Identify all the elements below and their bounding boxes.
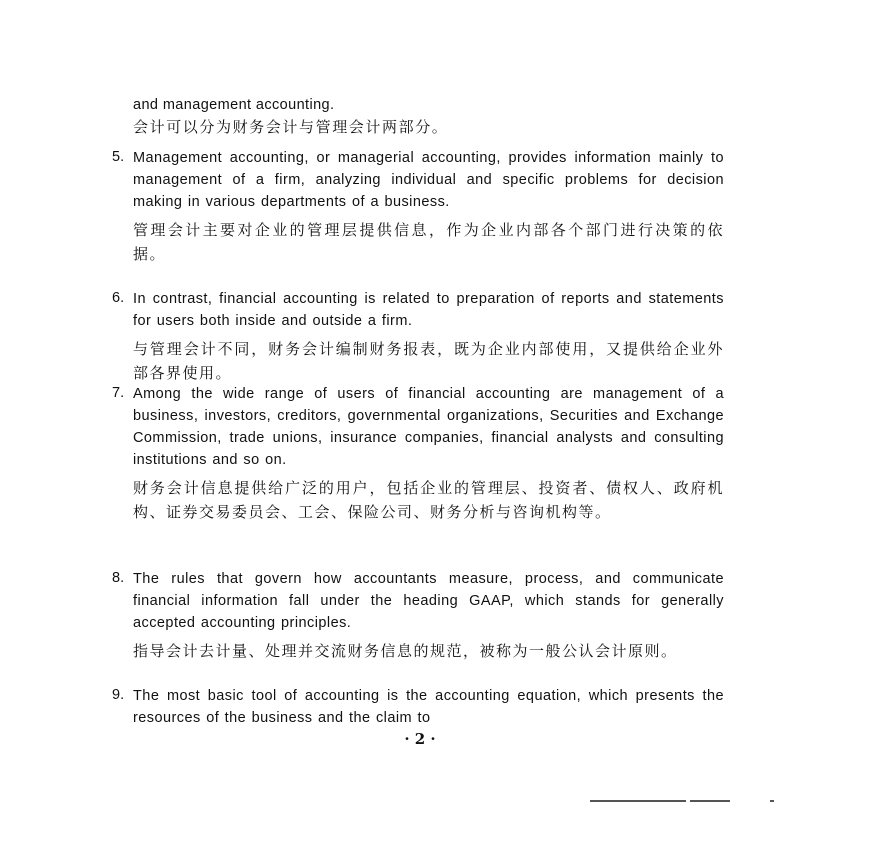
list-item-5: [112, 147, 724, 266]
list-item-7: [112, 383, 724, 524]
page-number: · 2 ·: [404, 730, 436, 748]
item-chinese-text: 与管理会计不同，财务会计编制财务报表，既为企业内部使用，又提供给企业外部各界使用。: [133, 340, 724, 382]
item-number: 8.: [112, 570, 125, 586]
list-item-9: [112, 685, 724, 729]
item-chinese-text: 指导会计去计量、处理并交流财务信息的规范，被称为一般公认会计原则。: [133, 642, 678, 660]
item-number: 6.: [112, 290, 125, 306]
intro-english-line: and management accounting.: [133, 97, 335, 113]
item-english-text: Among the wide range of users of financial accounting are management of a business, investors, creditors, governmental organizations, Securities and Exchange Commission, trade unions, insurance companies, financial analysts and consulting institutions and so on.: [133, 386, 724, 468]
item-english-text: The most basic tool of accounting is the accounting equation, which presents the resources of the business and the claim to: [133, 688, 724, 726]
list-item-8: [112, 568, 724, 663]
item-number: 7.: [112, 385, 125, 401]
intro-chinese-line: 会计可以分为财务会计与管理会计两部分。: [133, 118, 449, 136]
item-english-text: Management accounting, or managerial accounting, provides information mainly to management of a firm, analyzing individual and specific problems for decision making in various departments of a business.: [133, 150, 724, 210]
item-chinese-text: 管理会计主要对企业的管理层提供信息，作为企业内部各个部门进行决策的依据。: [133, 221, 724, 263]
scan-artifact-marks: [590, 800, 780, 804]
item-english-text: In contrast, financial accounting is related to preparation of reports and statements for users both inside and outside a firm.: [133, 291, 724, 329]
item-number: 5.: [112, 149, 125, 165]
item-chinese-text: 财务会计信息提供给广泛的用户，包括企业的管理层、投资者、债权人、政府机构、证券交易委员会、工会、保险公司、财务分析与咨询机构等。: [133, 479, 724, 521]
item-number: 9.: [112, 687, 125, 703]
list-item-6: [112, 288, 724, 385]
item-english-text: The rules that govern how accountants measure, process, and communicate financial information fall under the heading GAAP, which stands for generally accepted accounting principles.: [133, 571, 724, 631]
